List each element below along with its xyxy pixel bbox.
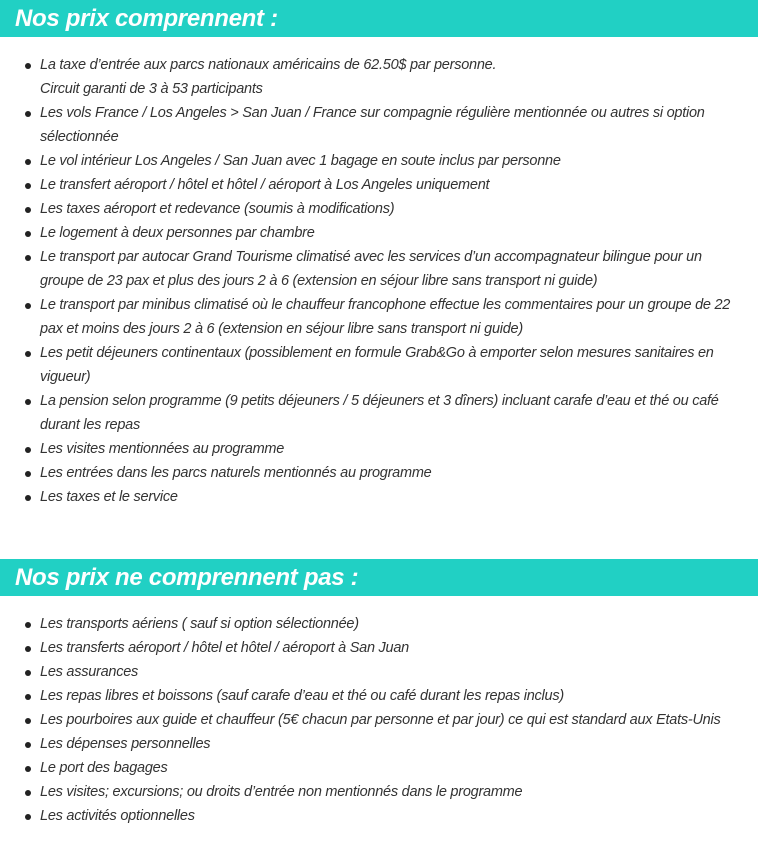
list-item xyxy=(0,636,758,660)
list-item xyxy=(0,101,758,149)
list-item xyxy=(0,173,758,197)
list-item-text: Les taxes et le service xyxy=(40,489,178,505)
list-item-text: sélectionnée xyxy=(40,129,119,145)
included-section-title: Nos prix comprennent : xyxy=(15,5,278,32)
list-item-text: Les vols France / Los Angeles > San Juan / France sur compagnie régulière mentionnée ou autres si option xyxy=(40,105,705,121)
list-item xyxy=(0,684,758,708)
list-item xyxy=(0,437,758,461)
excluded-list xyxy=(0,612,758,828)
list-item xyxy=(0,804,758,828)
list-item xyxy=(0,221,758,245)
list-item-text: Les taxes aéroport et redevance (soumis à modifications) xyxy=(40,201,395,217)
list-item-text: La taxe d’entrée aux parcs nationaux américains de 62.50$ par personne. xyxy=(40,57,497,73)
list-item-text: Les activités optionnelles xyxy=(40,808,195,824)
list-item-text: Le port des bagages xyxy=(40,760,168,776)
list-item-text: durant les repas xyxy=(40,417,140,433)
list-item-text: Les visites mentionnées au programme xyxy=(40,441,285,457)
list-item-text: Les petit déjeuners continentaux (possiblement en formule Grab&Go à emporter selon mesures sanitaires en xyxy=(40,345,714,361)
list-item xyxy=(0,708,758,732)
included-section-header xyxy=(0,0,758,37)
list-item-text: Le transfert aéroport / hôtel et hôtel / aéroport à Los Angeles uniquement xyxy=(40,177,490,193)
list-item xyxy=(0,341,758,389)
list-item-text: Circuit garanti de 3 à 53 participants xyxy=(40,81,263,97)
list-item-text: pax et moins des jours 2 à 6 (extension en séjour libre sans transport ni guide) xyxy=(40,321,523,337)
list-item xyxy=(0,780,758,804)
list-item-text: La pension selon programme (9 petits déjeuners / 5 déjeuners et 3 dîners) incluant carafe d’eau et thé ou café xyxy=(40,393,719,409)
excluded-section-title: Nos prix ne comprennent pas : xyxy=(15,564,359,591)
list-item xyxy=(0,461,758,485)
list-item xyxy=(0,245,758,293)
list-item-text: Le vol intérieur Los Angeles / San Juan avec 1 bagage en soute inclus par personne xyxy=(40,153,561,169)
list-item-text: Les visites; excursions; ou droits d’entrée non mentionnés dans le programme xyxy=(40,784,523,800)
list-item-text: Les repas libres et boissons (sauf carafe d’eau et thé ou café durant les repas inclus) xyxy=(40,688,564,704)
list-item-text: vigueur) xyxy=(40,369,91,385)
list-item xyxy=(0,756,758,780)
list-item xyxy=(0,485,758,509)
list-item xyxy=(0,612,758,636)
list-item xyxy=(0,197,758,221)
list-item-text: Les transports aériens ( sauf si option sélectionnée) xyxy=(40,616,359,632)
list-item xyxy=(0,660,758,684)
list-item-text: Le logement à deux personnes par chambre xyxy=(40,225,315,241)
list-item xyxy=(0,53,758,101)
list-item xyxy=(0,389,758,437)
excluded-section-header xyxy=(0,559,758,596)
list-item xyxy=(0,149,758,173)
list-item-text: Les transferts aéroport / hôtel et hôtel / aéroport à San Juan xyxy=(40,640,409,656)
list-item xyxy=(0,732,758,756)
list-item-text: Les dépenses personnelles xyxy=(40,736,211,752)
list-item-text: Le transport par minibus climatisé où le chauffeur francophone effectue les commentaires pour un groupe de 22 xyxy=(40,297,731,313)
list-item-text: Le transport par autocar Grand Tourisme climatisé avec les services d’un accompagnateur bilingue pour un xyxy=(40,249,702,265)
list-item-text: groupe de 23 pax et plus des jours 2 à 6 (extension en séjour libre sans transport ni guide) xyxy=(40,273,598,289)
list-item-text: Les entrées dans les parcs naturels mentionnés au programme xyxy=(40,465,432,481)
included-list xyxy=(0,53,758,509)
list-item-text: Les assurances xyxy=(40,664,139,680)
list-item-text: Les pourboires aux guide et chauffeur (5€ chacun par personne et par jour) ce qui est standard aux Etats-Unis xyxy=(40,712,721,728)
list-item xyxy=(0,293,758,341)
